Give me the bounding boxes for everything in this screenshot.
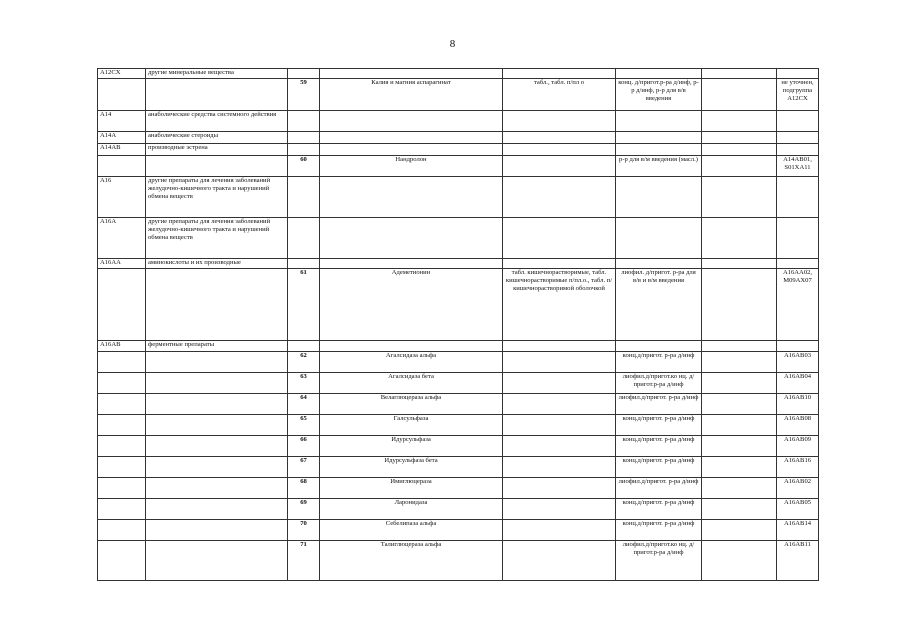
- atc-code-cell: [98, 436, 146, 457]
- atc-group-name-cell: [146, 499, 288, 520]
- atc-group-name-cell: другие препараты для лечения заболеваний желудочно-кишечного тракта и нарушений обмена веществ: [146, 218, 288, 259]
- drug-name-cell: Себелипаза альфа: [320, 520, 503, 541]
- atc-code-cell: [98, 394, 146, 415]
- atc-note-cell: [777, 259, 819, 269]
- row-number-cell: 69: [288, 499, 320, 520]
- dosage-form-cell: [503, 373, 616, 394]
- atc-group-name-cell: [146, 520, 288, 541]
- solution-form-cell: лиофил.д/пригот. р-ра д/инф: [616, 394, 702, 415]
- solution-form-cell: конц.д/пригот. р-ра д/инф: [616, 415, 702, 436]
- dosage-form-cell: [503, 499, 616, 520]
- drug-name-cell: Идурсульфаза: [320, 436, 503, 457]
- drug-name-cell: Ларонидаза: [320, 499, 503, 520]
- atc-group-name-cell: [146, 394, 288, 415]
- solution-form-cell: конц.д/пригот. р-ра д/инф: [616, 352, 702, 373]
- atc-group-name-cell: [146, 541, 288, 581]
- atc-group-name-cell: [146, 457, 288, 478]
- extra-cell: [702, 132, 777, 144]
- atc-note-cell: A16AB14: [777, 520, 819, 541]
- extra-cell: [702, 156, 777, 177]
- table-row: [98, 541, 819, 581]
- atc-group-name-cell: ферментные препараты: [146, 341, 288, 352]
- atc-code-cell: [98, 79, 146, 111]
- drug-name-cell: Нандролон: [320, 156, 503, 177]
- table-row: [98, 520, 819, 541]
- atc-note-cell: A16AB08: [777, 415, 819, 436]
- atc-note-cell: A14AB01, S01XA11: [777, 156, 819, 177]
- dosage-form-cell: [503, 132, 616, 144]
- atc-code-cell: [98, 269, 146, 341]
- row-number-cell: [288, 111, 320, 132]
- dosage-form-cell: [503, 69, 616, 79]
- drug-name-cell: Велаглюцераза альфа: [320, 394, 503, 415]
- table-row: [98, 269, 819, 341]
- drug-name-cell: Агалсидаза бета: [320, 373, 503, 394]
- extra-cell: [702, 520, 777, 541]
- row-number-cell: 59: [288, 79, 320, 111]
- drug-name-cell: [320, 218, 503, 259]
- atc-note-cell: A16AB16: [777, 457, 819, 478]
- extra-cell: [702, 499, 777, 520]
- atc-code-cell: A14A: [98, 132, 146, 144]
- table-row: [98, 69, 819, 79]
- solution-form-cell: конц.д/пригот. р-ра д/инф: [616, 499, 702, 520]
- atc-note-cell: [777, 177, 819, 218]
- atc-note-cell: [777, 341, 819, 352]
- table-row: [98, 218, 819, 259]
- solution-form-cell: [616, 341, 702, 352]
- page-number: 8: [449, 38, 456, 50]
- table-row: [98, 177, 819, 218]
- solution-form-cell: [616, 111, 702, 132]
- row-number-cell: [288, 259, 320, 269]
- table-row: [98, 156, 819, 177]
- drug-name-cell: Калия и магния аспарагинат: [320, 79, 503, 111]
- extra-cell: [702, 341, 777, 352]
- dosage-form-cell: [503, 541, 616, 581]
- row-number-cell: 65: [288, 415, 320, 436]
- row-number-cell: 60: [288, 156, 320, 177]
- row-number-cell: 63: [288, 373, 320, 394]
- atc-note-cell: A16AB11: [777, 541, 819, 581]
- table-row: [98, 341, 819, 352]
- atc-code-cell: [98, 499, 146, 520]
- solution-form-cell: [616, 132, 702, 144]
- dosage-form-cell: [503, 177, 616, 218]
- atc-note-cell: A16AB09: [777, 436, 819, 457]
- drug-name-cell: Адеметионин: [320, 269, 503, 341]
- atc-group-name-cell: [146, 373, 288, 394]
- atc-note-cell: A16AB03: [777, 352, 819, 373]
- row-number-cell: 61: [288, 269, 320, 341]
- drug-name-cell: [320, 341, 503, 352]
- dosage-form-cell: [503, 352, 616, 373]
- drug-table: [97, 68, 819, 581]
- atc-group-name-cell: [146, 415, 288, 436]
- atc-note-cell: A16AB04: [777, 373, 819, 394]
- solution-form-cell: [616, 69, 702, 79]
- extra-cell: [702, 415, 777, 436]
- atc-note-cell: A16AB10: [777, 394, 819, 415]
- atc-code-cell: [98, 156, 146, 177]
- extra-cell: [702, 144, 777, 156]
- row-number-cell: 67: [288, 457, 320, 478]
- atc-code-cell: A12CX: [98, 69, 146, 79]
- row-number-cell: 66: [288, 436, 320, 457]
- drug-name-cell: Агалсидаза альфа: [320, 352, 503, 373]
- atc-group-name-cell: [146, 79, 288, 111]
- row-number-cell: 62: [288, 352, 320, 373]
- atc-code-cell: [98, 415, 146, 436]
- row-number-cell: [288, 218, 320, 259]
- atc-group-name-cell: производные эстрена: [146, 144, 288, 156]
- solution-form-cell: р-р для в/м введения (масл.): [616, 156, 702, 177]
- atc-group-name-cell: другие минеральные вещества: [146, 69, 288, 79]
- solution-form-cell: конц.д/пригот. р-ра д/инф: [616, 457, 702, 478]
- dosage-form-cell: [503, 341, 616, 352]
- atc-note-cell: [777, 132, 819, 144]
- dosage-form-cell: [503, 144, 616, 156]
- drug-name-cell: Идурсульфаза бета: [320, 457, 503, 478]
- solution-form-cell: лиофил.д/пригот.ко нц. д/пригот.р-ра д/инф: [616, 541, 702, 581]
- table-row: [98, 373, 819, 394]
- atc-code-cell: A16A: [98, 218, 146, 259]
- atc-note-cell: [777, 111, 819, 132]
- atc-group-name-cell: аминокислоты и их производные: [146, 259, 288, 269]
- dosage-form-cell: [503, 415, 616, 436]
- row-number-cell: 70: [288, 520, 320, 541]
- atc-code-cell: A14: [98, 111, 146, 132]
- row-number-cell: [288, 132, 320, 144]
- solution-form-cell: конц. д/пригот.р-ра д/инф, р-р д/инф, р-р для в/в введения: [616, 79, 702, 111]
- extra-cell: [702, 79, 777, 111]
- atc-note-cell: A16AB02: [777, 478, 819, 499]
- drug-name-cell: Имиглюцераза: [320, 478, 503, 499]
- dosage-form-cell: [503, 259, 616, 269]
- extra-cell: [702, 457, 777, 478]
- atc-note-cell: не уточнен, подгруппа A12CX: [777, 79, 819, 111]
- table-row: [98, 394, 819, 415]
- dosage-form-cell: [503, 156, 616, 177]
- atc-code-cell: [98, 352, 146, 373]
- dosage-form-cell: [503, 111, 616, 132]
- extra-cell: [702, 478, 777, 499]
- atc-group-name-cell: [146, 478, 288, 499]
- drug-name-cell: [320, 132, 503, 144]
- atc-code-cell: A16AA: [98, 259, 146, 269]
- table-row: [98, 79, 819, 111]
- table-row: [98, 436, 819, 457]
- solution-form-cell: лиофил. д/пригот. р-ра для в/в и в/м введения: [616, 269, 702, 341]
- atc-code-cell: [98, 520, 146, 541]
- row-number-cell: [288, 177, 320, 218]
- dosage-form-cell: табл., табл. п/пл о: [503, 79, 616, 111]
- table-row: [98, 415, 819, 436]
- atc-code-cell: [98, 478, 146, 499]
- table-row: [98, 457, 819, 478]
- atc-note-cell: [777, 218, 819, 259]
- table-row: [98, 499, 819, 520]
- dosage-form-cell: [503, 436, 616, 457]
- extra-cell: [702, 541, 777, 581]
- row-number-cell: [288, 341, 320, 352]
- solution-form-cell: [616, 218, 702, 259]
- extra-cell: [702, 269, 777, 341]
- atc-note-cell: [777, 69, 819, 79]
- atc-group-name-cell: анаболические стероиды: [146, 132, 288, 144]
- atc-group-name-cell: другие препараты для лечения заболеваний желудочно-кишечного тракта и нарушений обмена веществ: [146, 177, 288, 218]
- extra-cell: [702, 259, 777, 269]
- row-number-cell: [288, 144, 320, 156]
- dosage-form-cell: [503, 218, 616, 259]
- atc-group-name-cell: [146, 436, 288, 457]
- drug-name-cell: [320, 111, 503, 132]
- extra-cell: [702, 69, 777, 79]
- solution-form-cell: лиофил.д/пригот. р-ра д/инф: [616, 478, 702, 499]
- table-row: [98, 352, 819, 373]
- drug-name-cell: [320, 177, 503, 218]
- atc-group-name-cell: [146, 156, 288, 177]
- extra-cell: [702, 218, 777, 259]
- atc-code-cell: [98, 373, 146, 394]
- atc-group-name-cell: анаболические средства системного действия: [146, 111, 288, 132]
- extra-cell: [702, 352, 777, 373]
- row-number-cell: 68: [288, 478, 320, 499]
- table-row: [98, 132, 819, 144]
- solution-form-cell: лиофил.д/пригот.ко нц. д/пригот.р-ра д/инф: [616, 373, 702, 394]
- solution-form-cell: [616, 177, 702, 218]
- extra-cell: [702, 111, 777, 132]
- row-number-cell: 64: [288, 394, 320, 415]
- table-row: [98, 478, 819, 499]
- atc-group-name-cell: [146, 269, 288, 341]
- table-row: [98, 259, 819, 269]
- drug-name-cell: Талиглюцераза альфа: [320, 541, 503, 581]
- extra-cell: [702, 394, 777, 415]
- table-row: [98, 144, 819, 156]
- extra-cell: [702, 373, 777, 394]
- dosage-form-cell: [503, 457, 616, 478]
- row-number-cell: 71: [288, 541, 320, 581]
- atc-group-name-cell: [146, 352, 288, 373]
- dosage-form-cell: [503, 394, 616, 415]
- dosage-form-cell: [503, 520, 616, 541]
- solution-form-cell: [616, 144, 702, 156]
- dosage-form-cell: [503, 478, 616, 499]
- drug-name-cell: [320, 144, 503, 156]
- atc-code-cell: A16: [98, 177, 146, 218]
- extra-cell: [702, 436, 777, 457]
- atc-note-cell: A16AA02, M09AX07: [777, 269, 819, 341]
- drug-name-cell: [320, 69, 503, 79]
- solution-form-cell: конц.д/пригот. р-ра д/инф: [616, 520, 702, 541]
- atc-note-cell: [777, 144, 819, 156]
- atc-code-cell: A14AB: [98, 144, 146, 156]
- extra-cell: [702, 177, 777, 218]
- atc-code-cell: [98, 541, 146, 581]
- atc-code-cell: [98, 457, 146, 478]
- atc-note-cell: A16AB05: [777, 499, 819, 520]
- drug-name-cell: Галсульфаза: [320, 415, 503, 436]
- drug-name-cell: [320, 259, 503, 269]
- atc-code-cell: A16AB: [98, 341, 146, 352]
- dosage-form-cell: табл. кишечнорастворимые, табл. кишечнорастворимые п/пл.о., табл. п/кишечнорастворимой оболочкой: [503, 269, 616, 341]
- row-number-cell: [288, 69, 320, 79]
- table-row: [98, 111, 819, 132]
- solution-form-cell: конц.д/пригот. р-ра д/инф: [616, 436, 702, 457]
- solution-form-cell: [616, 259, 702, 269]
